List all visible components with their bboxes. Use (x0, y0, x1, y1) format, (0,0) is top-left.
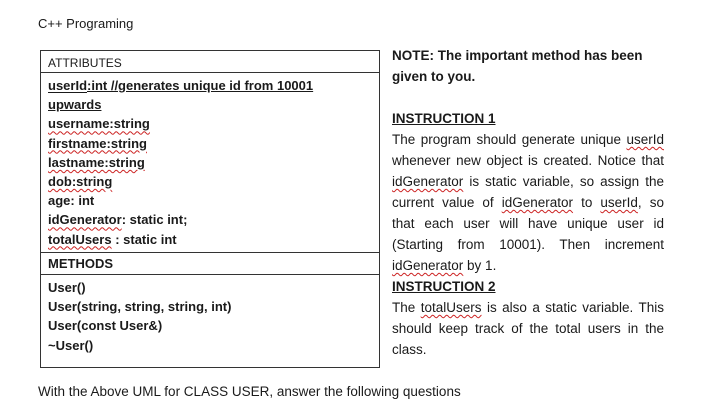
attr-userid-type: :int //generates unique id from 10001 (87, 78, 314, 93)
uml-class-diagram (40, 50, 380, 368)
spacer (392, 87, 664, 108)
attribute-age: age: int (48, 193, 95, 209)
attribute-userid (48, 76, 379, 95)
methods-section (41, 275, 379, 355)
methods-header: METHODS (41, 253, 379, 275)
attr-idgen-name: idGenerator (48, 212, 122, 228)
footer-question-text: With the Above UML for CLASS USER, answer the following questions (38, 384, 461, 399)
i1-text-a: The program should generate unique (392, 132, 627, 147)
i1-text-c: is static variable, so assign the current value of (392, 174, 664, 210)
attr-totalusers-name: totalUsers (48, 231, 112, 247)
method-default-constructor: User() (48, 280, 86, 295)
attributes-section (41, 73, 379, 253)
attribute-idgenerator (48, 210, 379, 229)
attribute-dob: dob:string (48, 174, 113, 190)
i2-text-a: The (392, 300, 421, 315)
i1-idgenerator-2: idGenerator (501, 195, 574, 210)
attr-totalusers-type: : static int (111, 231, 177, 247)
attribute-totalusers (48, 230, 379, 249)
attr-idgen-type: : static int; (121, 212, 188, 228)
attribute-username: username:string (48, 116, 150, 132)
instruction-1-text (392, 129, 664, 276)
note-text: NOTE: The important method has been given to you. (392, 48, 643, 84)
i1-idgenerator-3: idGenerator (392, 258, 464, 273)
i2-text-b: is also a static variable. This should keep track of the total users in the class. (392, 300, 665, 357)
attribute-userid-continued (48, 95, 379, 114)
i1-text-d: to (573, 195, 601, 210)
instruction-2-text (392, 297, 664, 360)
instructions-column (392, 45, 664, 360)
method-destructor: ~User() (48, 337, 94, 353)
i1-text-e: , so that each user will have unique user id (Starting from 10001). Then increment (392, 195, 664, 252)
attr-userid-cont: upwards (48, 97, 102, 113)
attribute-firstname: firstname:string (48, 135, 147, 151)
attribute-lastname: lastname:string (48, 154, 145, 170)
i1-text-b: whenever new object is created. Notice that (392, 153, 664, 168)
i1-userid-2: userId (600, 195, 638, 210)
attr-userid-name: userId (48, 78, 88, 93)
method-param-constructor: User(string, string, string, int) (48, 299, 232, 315)
instruction-2-heading: INSTRUCTION 2 (392, 279, 496, 294)
method-copy-constructor: User(const User&) (48, 318, 163, 334)
document-title: C++ Programing (38, 16, 134, 31)
i1-text-f: by 1. (463, 258, 497, 273)
attributes-header: ATTRIBUTES (41, 51, 379, 73)
instruction-1-heading: INSTRUCTION 1 (392, 111, 496, 126)
i2-totalusers: totalUsers (420, 300, 482, 315)
i1-idgenerator: idGenerator (392, 174, 464, 189)
i1-userid: userId (626, 132, 664, 147)
